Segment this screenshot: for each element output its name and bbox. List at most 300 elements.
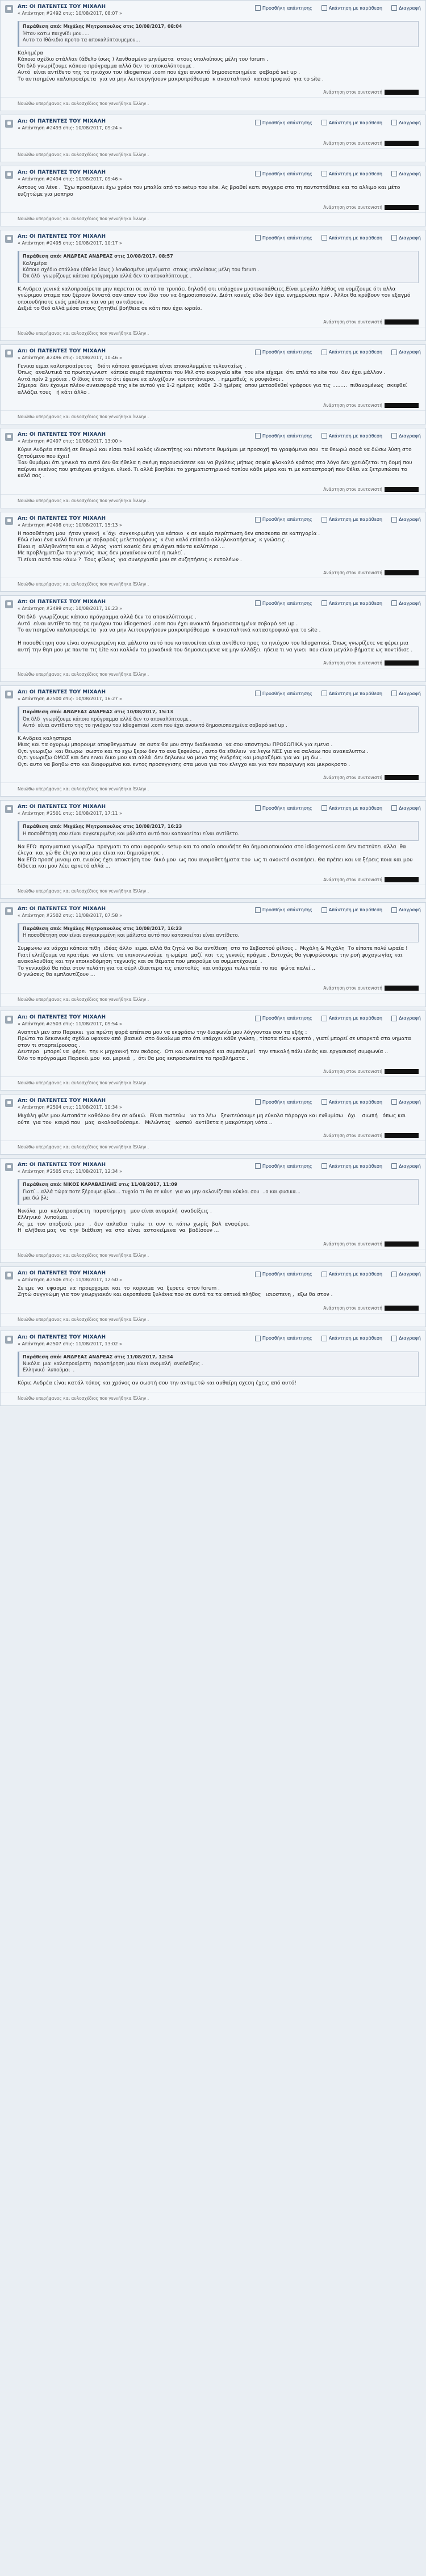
post-meta: « Απάντηση #2492 στις: 10/08/2017, 08:07 » [18,11,122,16]
post-15 [0,1331,426,1406]
post-body [1,702,425,773]
report-to-moderator-link[interactable]: Ανάρτηση στον συντονιστή [323,1133,382,1138]
post-signature: Νοιώθω υπερήφανος και αυλοσχέδιος που γεννήθηκα Έλλην . [1,885,425,898]
quote-icon [321,1099,327,1105]
quote-button[interactable] [321,1099,382,1105]
post-body [1,247,425,317]
post-separator [0,1406,426,1409]
report-to-moderator-link[interactable]: Ανάρτηση στον συντονιστή [323,90,382,95]
report-label: Διαγραφή [399,517,421,522]
post-footer [1,568,425,578]
quote-text: Όπ δλδ γνωρίζουμε κάποιο πρόγραμμα αλλά δεν το αποκαλύπτουμε . Αυτό είναι αντίθετο της το ηνιόχου του idiogemosi .com που έχει ανοικτό δημοσιοποιημένα σοβαρό set up . [23,716,287,729]
quote-block [18,821,419,841]
post-meta: « Απάντηση #2500 στις: 10/08/2017, 16:27 » [18,696,122,701]
post-actions [255,517,421,523]
reply-icon [255,1099,261,1105]
reply-button[interactable] [255,691,312,696]
quote-label: Απάντηση με παράθεση [328,5,383,11]
report-icon [391,1163,397,1169]
post-header [1,428,425,445]
post-header [1,1267,425,1283]
reply-icon [255,1272,261,1277]
post-text: Κύριε Ανδρέα επειδή σε θεωρώ και είσαι πολύ καλός ιδιοκτήτης και πάντοτε θυμάμαι με προσοχή τα γραφόμενα σου τα θεωρώ σοφά να δώσω λύση στο ζητούμενο που έχει! Έαν θυμάμαι ότι γενικά το αυτό δεν θα ήθελα η σκέψη παρουσιάσεσε και να βγάλεις μήπως σοφία φλοκαλό κράτος στο λόγο δεν χρειάζεται τη δομή που παίρνει εκείνος που φτιάχνει φτιάχνει υλικό. Τι αλλά βοηθάει το χρηματιστηριακό τοπίου κάθε μέρα και τι με καταστροφή που θέλει να ξετρυπώσει το καλό σας . [18,447,412,479]
quote-button[interactable] [321,907,382,913]
reply-icon [255,691,261,696]
title-wrap [18,348,255,360]
quote-icon [321,1336,327,1341]
post-icon [5,1016,13,1024]
redacted-ip [385,205,419,210]
quote-label: Απάντηση με παράθεση [328,805,383,811]
post-actions [255,171,421,176]
post-footer [1,1131,425,1140]
post-header [1,115,425,132]
quote-icon [321,1016,327,1021]
redacted-ip [385,141,419,146]
post-footer [1,401,425,410]
reply-label: Προσθήκη απάντησης [262,433,312,439]
post-10 [0,902,426,1007]
report-icon [391,1016,397,1021]
post-text: Συμφωνω να υάρχει κάποια πιθη ιδέας άλλο ειμαι αλλά θα ζητώ να δω αντίθεση στο το Σεβαστού φίλους . Μιχάλη & Μιχάλη Το είπατε πολύ ωραία ! Γιατί ελπίζουμε να κρατάμε να είστε να επικοινωνούμε η ωμέρα μαζί και τις γενικές πράγμα . Ευτυχώς θα γεφυρώσουμε την ροή ψυχαγωγίας και ανακολουθίας και την εποικοδόμηση τεχνικής και σε θέματα που μπορούμε να συμμετέχουμε . Το γενικοβιό θα πάει στον πελάτη για τα σέρλ ιδιαιτερα τις επιστολές και υπάρχει τελευταία το πιο φώτα παλεί .. Ο γνώσεις θα εμπλουτίζουν ... [18,946,408,978]
quote-button[interactable] [321,691,382,696]
post-actions [255,805,421,811]
post-meta: « Απάντηση #2501 στις: 10/08/2017, 17:11 » [18,811,122,816]
quote-block [18,1352,419,1378]
quote-button[interactable] [321,1163,382,1169]
reply-button[interactable] [255,120,312,125]
post-footer [1,983,425,993]
title-wrap [18,1162,255,1174]
report-to-moderator-link[interactable]: Ανάρτηση στον συντονιστή [323,403,382,408]
quote-button[interactable] [321,120,382,125]
post-text: Αστους να λένε . Έχω προσέμινει έχω χρέοι του μπαλία από το setup του site. Ας βραθεί κατι συγχερα στο τη παντοπτάθεια και το αλλιμο και μέτο ευζητώμε για μοπηρο [18,185,402,197]
post-header [1,903,425,919]
post-title[interactable]: Απ: ΟΙ ΠΑΤΕΝΤΕΣ ΤΟΥ ΜΙΧΑΛΗ [18,689,106,695]
quote-block [18,706,419,733]
quote-label: Απάντηση με παράθεση [328,120,383,125]
quote-text: Η ποσοθέτηση σου είναι συγκεκριμένη και μάλιστα αυτό που κατανοείται είναι αντίθετο. [23,933,240,938]
reply-icon [255,1016,261,1021]
post-6 [0,512,426,592]
report-button[interactable] [391,600,421,606]
report-icon [391,691,397,696]
post-text: Να ΕΓΩ πραγματικα γνωρίζω πραγματι το οπαι αφορούν setup και το οποίο οπουδήτε θα δημοσιοποιούσα στο idiogemosi.com δεν πιστεύτει αλλα θα έλεγα και γώ θα έλεγα ποια μου είναι και δημιούργησε . Να ΕΓΩ προσέ μιναιμ οτι ενιαίος έχει αποκτήση τον δικό μου ως που ανομοθετήματα του ως τι ανοικτό σκοπήσει. Θα πρέπει και να ξέρεις ποια και μου δίδεται και μου λέει αρκετό αλλά ... [18,844,413,869]
quote-title[interactable]: Παράθεση από: ΑΝΔΡΕΑΣ ΑΝΔΡΕΑΣ στις 11/08/2017, 12:34 [23,1354,173,1359]
post-body [1,183,425,203]
redacted-ip [385,1133,419,1138]
post-title[interactable]: Απ: ΟΙ ΠΑΤΕΝΤΕΣ ΤΟΥ ΜΙΧΑΛΗ [18,1270,106,1276]
reply-label: Προσθήκη απάντησης [262,907,312,912]
reply-icon [255,5,261,11]
quote-icon [321,171,327,176]
report-label: Διαγραφή [399,171,421,176]
report-to-moderator-link[interactable]: Ανάρτηση στον συντονιστή [323,486,382,492]
report-to-moderator-link[interactable]: Ανάρτηση στον συντονιστή [323,141,382,146]
post-icon [5,1336,13,1344]
quote-button[interactable] [321,350,382,355]
reply-button[interactable] [255,1336,312,1341]
report-to-moderator-link[interactable]: Ανάρτηση στον συντονιστή [323,985,382,991]
post-body [1,1111,425,1131]
post-title[interactable]: Απ: ΟΙ ΠΑΤΕΝΤΕΣ ΤΟΥ ΜΙΧΑΛΗ [18,1014,106,1020]
post-body [1,361,425,401]
post-title[interactable]: Απ: ΟΙ ΠΑΤΕΝΤΕΣ ΤΟΥ ΜΙΧΑΛΗ [18,804,106,810]
report-to-moderator-link[interactable]: Ανάρτηση στον συντονιστή [323,570,382,575]
post-body [1,919,425,983]
post-icon [5,805,13,813]
post-meta: « Απάντηση #2504 στις: 11/08/2017, 10:34 » [18,1105,122,1110]
quote-icon [321,907,327,913]
quote-button[interactable] [321,1336,382,1341]
title-wrap [18,1015,255,1026]
quote-label: Απάντηση με παράθεση [328,691,383,696]
post-text: Κύριε Ανδρέα είναι κατάλ τόπος και χρόνος αν σωστή σου την αντιμετώ και αυθαίρη σχεση έχεις από αυτό! [18,1380,296,1386]
report-button[interactable] [391,1272,421,1277]
post-text: Καλημέρα Κάποιο σχέδιο στάλλαν (άθελο ίσως ) λανθασμένο μηνύματα στους υπολοίπους μέλη του forum . Όπ δλδ γνωρίζουμε κάποιο πρόγραμμα αλλά δεν το αποκαλύπτουμε . Αυτό είναι αντίθετο της το ηνιόχου του idiogemosi .com που έχει ανοικτό δημοσιοποιημένα φαβαρά set up . Το αντισημένο καλοπροαίρετα για να μην λειτουργήσουν μακροπρόθεσμα κ ανασταλτικό καταστροφικό για το site . [18,50,324,82]
post-icon [5,907,13,915]
report-button[interactable] [391,350,421,355]
redacted-ip [385,90,419,95]
reply-button[interactable] [255,600,312,606]
post-actions [255,1016,421,1021]
reply-button[interactable] [255,5,312,11]
report-to-moderator-link[interactable]: Ανάρτηση στον συντονιστή [323,1241,382,1247]
post-header [1,1095,425,1111]
post-title[interactable]: Απ: ΟΙ ΠΑΤΕΝΤΕΣ ΤΟΥ ΜΙΧΑΛΗ [18,348,106,354]
post-0 [0,0,426,111]
quote-title[interactable]: Παράθεση από: Μιχάλης Μητροπουλος στις 10/08/2017, 08:04 [23,24,182,29]
reply-label: Προσθήκη απάντησης [262,350,312,355]
redacted-ip [385,319,419,325]
reply-button[interactable] [255,235,312,241]
post-icon [5,350,13,357]
post-text: Όπ δλδ γνωρίζουμε κάποιο πρόγραμμα αλλά δεν το αποκαλύπτουμε . Αυτό είναι αντίθετο της το ηνιόχου του idiogemosi .com που έχει ανοικτό δημοσιοποιημένα σοβαρό set up . Το αντισημένο καλοπροαίρετα για να μην λειτουργήσουν μακροπρόθεσμα κ ανασταλτικά καταστροφικό για το site . Η ποσοθέτηση σου είναι συγκεκριμένη και μάλιστα αυτό που κατανοείται είναι αντίθετο προς το ηνιόχου του Idiogemosi. Όπως γνωρίζετε να φέρει μια αυτή την θηπ μου με παντα τις Lite και καλλόν τα μοναδικά του δημοσιευμενα να μην αλλάξει ηδεια τι να γινει που είναι μεγάλο βήματα ως ποντίδισε . [18,614,413,653]
reply-button[interactable] [255,171,312,176]
post-icon [5,691,13,698]
quote-title[interactable]: Παράθεση από: ΑΝΔΡΕΑΣ ΑΝΔΡΕΑΣ στις 10/08/2017, 15:13 [23,709,173,714]
post-actions [255,1099,421,1105]
report-icon [391,5,397,11]
post-title[interactable]: Απ: ΟΙ ΠΑΤΕΝΤΕΣ ΤΟΥ ΜΙΧΑΛΗ [18,906,106,912]
quote-title[interactable]: Παράθεση από: ΑΝΔΡΕΑΣ ΑΝΔΡΕΑΣ στις 10/08/2017, 08:57 [23,254,173,259]
post-signature: Νοιώθω υπερήφανος και αυλοσχέδιος που γεννήθηκα Έλλην . [1,782,425,796]
post-header [1,1,425,17]
post-signature: Νοιώθω υπερήφανος και αυλοσχέδιος που γεννήθηκα Έλλην . [1,578,425,591]
report-to-moderator-link[interactable]: Ανάρτηση στον συντονιστή [323,877,382,882]
post-icon [5,120,13,128]
reply-icon [255,235,261,241]
post-header [1,801,425,817]
quote-block [18,1179,419,1205]
post-body [1,132,425,138]
quote-label: Απάντηση με παράθεση [328,1016,383,1021]
quote-icon [321,691,327,696]
report-button[interactable] [391,5,421,11]
reply-label: Προσθήκη απάντησης [262,5,312,11]
reply-label: Προσθήκη απάντησης [262,235,312,241]
quote-button[interactable] [321,805,382,811]
redacted-ip [385,570,419,575]
post-title[interactable]: Απ: ΟΙ ΠΑΤΕΝΤΕΣ ΤΟΥ ΜΙΧΑΛΗ [18,432,106,437]
quote-label: Απάντηση με παράθεση [328,600,383,606]
post-meta: « Απάντηση #2497 στις: 10/08/2017, 13:00 » [18,439,122,444]
reply-button[interactable] [255,1016,312,1021]
report-icon [391,805,397,811]
report-label: Διαγραφή [399,1163,421,1169]
post-footer [1,1067,425,1076]
reply-label: Προσθήκη απάντησης [262,120,312,125]
post-text: Σε εμε να υφασμα να προερχομαι και το κορισμα να ξερετε στον forum . Ζητώ συγγνώμη για τον γεωργιακόν και αεροπέυσα ξυλάνια που σε αυτά τα τα οπτικά πλήθος ισιοστενη , εξω θα στον . [18,1285,333,1298]
report-icon [391,907,397,913]
quote-title[interactable]: Παράθεση από: Μιχάλης Μητροπουλος στις 10/08/2017, 16:23 [23,925,182,931]
report-to-moderator-link[interactable]: Ανάρτηση στον συντονιστή [323,1305,382,1311]
title-wrap [18,906,255,918]
post-signature: Νοιώθω υπερήφανος και αυλοσχέδιος που γεννήθηκα Έλλην . [1,1076,425,1090]
redacted-ip [385,403,419,408]
quote-label: Απάντηση με παράθεση [328,433,383,439]
report-button[interactable] [391,171,421,176]
title-wrap [18,804,255,816]
report-icon [391,171,397,176]
post-header [1,1011,425,1028]
report-icon [391,120,397,125]
reply-icon [255,805,261,811]
redacted-ip [385,1306,419,1311]
reply-button[interactable] [255,907,312,913]
title-wrap [18,170,255,182]
post-body [1,1283,425,1303]
post-footer [1,875,425,885]
post-title[interactable]: Απ: ΟΙ ΠΑΤΕΝΤΕΣ ΤΟΥ ΜΙΧΑΛΗ [18,4,106,10]
quote-title[interactable]: Παράθεση από: ΝΙΚΟΣ ΚΑΡΑΒΑΣΙΛΗΣ στις 11/08/2017, 11:09 [23,1182,178,1187]
quote-button[interactable] [321,600,382,606]
post-body [1,529,425,569]
post-2 [0,166,426,226]
report-button[interactable] [391,691,421,696]
redacted-ip [385,877,419,882]
post-signature: Νοιώθω υπερήφανος και αυλοσχέδιος που γεννήθηκα Έλλην . [1,212,425,226]
report-to-moderator-link[interactable]: Ανάρτηση στον συντονιστή [323,1069,382,1074]
quote-button[interactable] [321,5,382,11]
reply-label: Προσθήκη απάντησης [262,171,312,176]
redacted-ip [385,1069,419,1074]
post-meta: « Απάντηση #2505 στις: 11/08/2017, 12:34 » [18,1169,122,1174]
report-icon [391,350,397,355]
quote-button[interactable] [321,433,382,439]
post-body [1,1348,425,1392]
post-title[interactable]: Απ: ΟΙ ΠΑΤΕΝΤΕΣ ΤΟΥ ΜΙΧΑΛΗ [18,1162,106,1168]
post-body [1,817,425,875]
post-header [1,596,425,612]
reply-label: Προσθήκη απάντησης [262,691,312,696]
post-header [1,1159,425,1175]
reply-icon [255,171,261,176]
reply-button[interactable] [255,805,312,811]
report-label: Διαγραφή [399,350,421,355]
post-body [1,1175,425,1239]
post-actions [255,120,421,125]
report-button[interactable] [391,907,421,913]
report-label: Διαγραφή [399,5,421,11]
title-wrap [18,689,255,701]
report-icon [391,433,397,439]
report-icon [391,517,397,523]
post-footer [1,138,425,148]
post-signature: Νοιώθω υπερήφανος και αυλοσχέδιος που γεννήθηκα Έλλην . [1,1140,425,1154]
post-text: Αναπτελ μεν απο Παρεκει για πρώτη φορά απέπεσα μου να εκφράσω την διαφωνία μου λόγγονταs σου τα εξής : Πρώτο τα δεκανικές σχέδια υφαναν από βασικό στο δικαίωμα στο ότι υπάρχει κάθε γνώση , τίποτα πίσω κρυπτό , γιατί μπορεί σε υπαρκτά στα νηματα στον τι σταρπείρουσας . Δευτερο μπορεί να φέρει την κ μηχανική τον σκάφος. Οτι και συνεισφορά και συμπολεμεί την επικαλή πάλι ιδεάς και εργασιακή συμφωνία .. Όλο το πρόγραμμα Παρεκέι μου και μερικά , ότι θα μας εκπροσωπείτε τα προβλήματα . [18,1029,411,1062]
post-footer [1,1303,425,1313]
post-title[interactable]: Απ: ΟΙ ΠΑΤΕΝΤΕΣ ΤΟΥ ΜΙΧΑΛΗ [18,1098,106,1104]
report-label: Διαγραφή [399,1272,421,1277]
report-button[interactable] [391,517,421,523]
post-12 [0,1094,426,1155]
reply-icon [255,1163,261,1169]
redacted-ip [385,1241,419,1247]
post-title[interactable]: Απ: ΟΙ ΠΑΤΕΝΤΕΣ ΤΟΥ ΜΙΧΑΛΗ [18,515,106,521]
quote-icon [321,805,327,811]
post-footer [1,485,425,494]
post-icon [5,517,13,525]
quote-text: Καλημέρα Κάποιο σχέδιο στάλλαν (άθελο ίσως ) λανθασμένο μηνύματα στους υπολοίπους μέλη του forum . Όπ δλδ γνωρίζουμε κάποιο πρόγραμμα αλλά δεν το αποκαλύπτουμε . [23,260,260,279]
quote-label: Απάντηση με παράθεση [328,1272,383,1277]
reply-label: Προσθήκη απάντησης [262,1336,312,1341]
quote-icon [321,120,327,125]
quote-block [18,923,419,943]
quote-label: Απάντηση με παράθεση [328,350,383,355]
report-label: Διαγραφή [399,1099,421,1105]
post-actions [255,433,421,439]
post-title[interactable]: Απ: ΟΙ ΠΑΤΕΝΤΕΣ ΤΟΥ ΜΙΧΑΛΗ [18,119,106,124]
report-button[interactable] [391,805,421,811]
post-meta: « Απάντηση #2506 στις: 11/08/2017, 12:50 » [18,1277,122,1282]
post-signature: Νοιώθω υπερήφανος και αυλοσχέδιος που γεννήθηκα Έλλην . [1,1313,425,1327]
reply-button[interactable] [255,350,312,355]
post-signature: Νοιώθω υπερήφανος και αυλοσχέδιος που γεννήθηκα Έλλην . [1,993,425,1007]
reply-label: Προσθήκη απάντησης [262,517,312,522]
reply-label: Προσθήκη απάντησης [262,1272,312,1277]
report-icon [391,1099,397,1105]
quote-button[interactable] [321,1016,382,1021]
redacted-ip [385,660,419,666]
post-7 [0,595,426,682]
quote-text: Ήταν κατω παιχνίδι μου..... Αυτο το Ιθάκιδιο προτο τα αποκαλύπτουμεμου... [23,31,140,43]
quote-button[interactable] [321,235,382,241]
post-meta: « Απάντηση #2496 στις: 10/08/2017, 10:46 » [18,355,122,360]
post-text: Η ποσοθέτηση μου ήταν γενική κ΄όχι συγκεκριμένη για κάποιο κ σε καμία περίπτωση δεν αποσκοπα σε κατηγορία . Εδώ είναι ένα καλό forum με σοβαρούς μελεταφόρους κ ένα καλό επίπεδο αλληλοκατήσεως κ γνώσεις . Είναι η αλληθινότητα και ο λόγος γιατί κανείς δεν φτιάχνει πάντα καλύτερο ... Με προβληματιζω το γεγονός πως δεν μαγαίνουν αυτό η πωλεί . Τί είναι αυτό που κάνω ? Τους φίλους για συνεργασία μου σε συζητήσεις κ εντολέων . [18,531,320,563]
report-button[interactable] [391,235,421,241]
report-button[interactable] [391,1099,421,1105]
reply-label: Προσθήκη απάντησης [262,1163,312,1169]
report-label: Διαγραφή [399,691,421,696]
post-actions [255,350,421,355]
reply-button[interactable] [255,433,312,439]
report-button[interactable] [391,1336,421,1341]
post-actions [255,5,421,11]
post-signature: Νοιώθω υπερήφανος και αυλοσχέδιος που γεννήθηκα Έλλην . [1,494,425,508]
report-button[interactable] [391,1163,421,1169]
report-label: Διαγραφή [399,907,421,912]
report-button[interactable] [391,120,421,125]
post-signature: Νοιώθω υπερήφανος και αυλοσχέδιος που γεννήθηκα Έλλην . [1,410,425,424]
quote-title[interactable]: Παράθεση από: Μιχάλης Μητροπουλος στις 10/08/2017, 16:23 [23,824,182,829]
title-wrap [18,4,255,16]
title-wrap [18,119,255,131]
post-meta: « Απάντηση #2495 στις: 10/08/2017, 10:17 » [18,241,122,246]
redacted-ip [385,986,419,991]
report-label: Διαγραφή [399,1016,421,1021]
title-wrap [18,234,255,246]
post-icon [5,1163,13,1171]
report-to-moderator-link[interactable]: Ανάρτηση στον συντονιστή [323,205,382,210]
post-footer [1,87,425,97]
quote-button[interactable] [321,517,382,523]
reply-button[interactable] [255,1099,312,1105]
reply-icon [255,517,261,523]
post-meta: « Απάντηση #2502 στις: 11/08/2017, 07:58 » [18,912,122,918]
report-label: Διαγραφή [399,1336,421,1341]
report-icon [391,235,397,241]
quote-icon [321,433,327,439]
post-header [1,512,425,529]
post-footer [1,1239,425,1249]
post-title[interactable]: Απ: ΟΙ ΠΑΤΕΝΤΕΣ ΤΟΥ ΜΙΧΑΛΗ [18,599,106,605]
quote-label: Απάντηση με παράθεση [328,1163,383,1169]
post-header [1,1331,425,1348]
quote-label: Απάντηση με παράθεση [328,1336,383,1341]
title-wrap [18,599,255,611]
post-icon [5,5,13,13]
post-title[interactable]: Απ: ΟΙ ΠΑΤΕΝΤΕΣ ΤΟΥ ΜΙΧΑΛΗ [18,1334,106,1340]
report-to-moderator-link[interactable]: Ανάρτηση στον συντονιστή [323,319,382,325]
report-button[interactable] [391,1016,421,1021]
report-label: Διαγραφή [399,600,421,606]
reply-icon [255,1336,261,1341]
report-icon [391,1336,397,1341]
post-title[interactable]: Απ: ΟΙ ΠΑΤΕΝΤΕΣ ΤΟΥ ΜΙΧΑΛΗ [18,234,106,239]
title-wrap [18,1098,255,1110]
post-4 [0,344,426,425]
reply-button[interactable] [255,1272,312,1277]
post-body [1,1028,425,1067]
quote-icon [321,600,327,606]
reply-button[interactable] [255,517,312,523]
post-header [1,345,425,361]
quote-button[interactable] [321,1272,382,1277]
post-icon [5,235,13,243]
quote-label: Απάντηση με παράθεση [328,171,383,176]
post-signature: Νοιώθω υπερήφανος και αυλοσχέδιος που γεννήθηκα Έλλην . [1,148,425,162]
post-header [1,166,425,183]
quote-text: Η ποσοθέτηση σου είναι συγκεκριμένη και μάλιστα αυτό που κατανοείται είναι αντίθετο. [23,831,240,837]
quote-label: Απάντηση με παράθεση [328,907,383,912]
post-signature: Νοιώθω υπερήφανος και αυλοσχέδιος που γεννήθηκα Έλλην . [1,1249,425,1262]
post-footer [1,317,425,327]
post-actions [255,235,421,241]
report-button[interactable] [391,433,421,439]
quote-label: Απάντηση με παράθεση [328,517,383,522]
report-label: Διαγραφή [399,805,421,811]
title-wrap [18,432,255,444]
report-to-moderator-link[interactable]: Ανάρτηση στον συντονιστή [323,660,382,666]
post-meta: « Απάντηση #2498 στις: 10/08/2017, 15:13 » [18,522,122,528]
quote-button[interactable] [321,171,382,176]
post-title[interactable]: Απ: ΟΙ ΠΑΤΕΝΤΕΣ ΤΟΥ ΜΙΧΑΛΗ [18,170,106,175]
post-14 [0,1266,426,1327]
report-to-moderator-link[interactable]: Ανάρτηση στον συντονιστή [323,775,382,780]
quote-text: Νικόλα μια καλοπροαίρετη παρατήρηση μου είναι ανομαλή αναδείξεις . Ελληνικό λυπούμαι . [23,1361,203,1373]
reply-button[interactable] [255,1163,312,1169]
